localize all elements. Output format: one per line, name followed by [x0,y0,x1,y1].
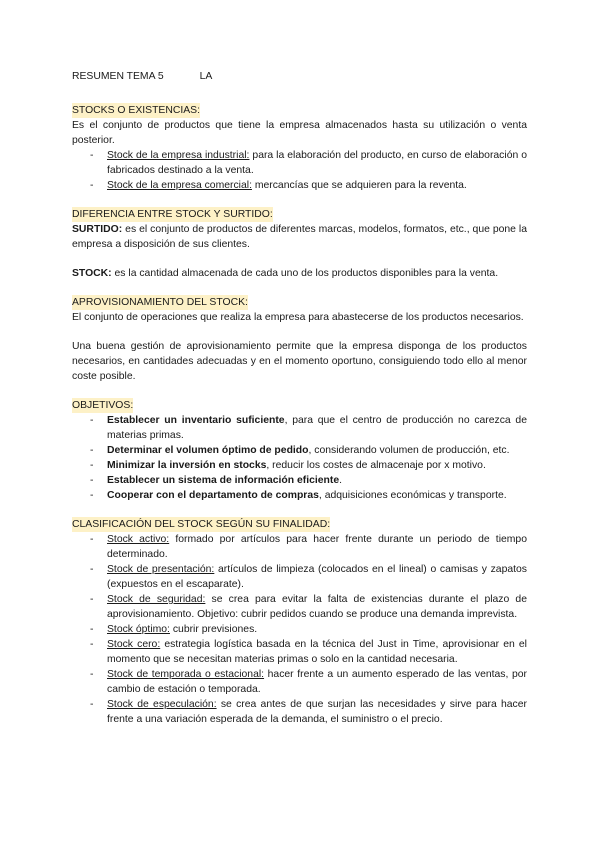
item-term: Stock cero: [107,639,161,650]
surtido-term: SURTIDO: [72,224,123,235]
dash-bullet: - [90,415,94,426]
list-item [72,697,527,727]
stocks-intro: Es el conjunto de productos que tiene la empresa almacenados hasta su utilización o venta posterior. [72,120,527,146]
item-term: Stock activo: [107,534,170,545]
item-text: , considerando volumen de producción, etc. [308,445,510,456]
dash-bullet: - [90,150,94,161]
surtido-text: es el conjunto de productos de diferentes marcas, modelos, formatos, etc., que pone la empresa a disposición de sus clientes. [72,224,527,250]
list-item [72,443,527,458]
item-text: , adquisiciones económicas y transporte. [318,490,507,501]
section-heading-aprovisionamiento: APROVISIONAMIENTO DEL STOCK: [72,297,248,308]
clasificacion-list [72,532,527,727]
aprovisionamiento-p1: El conjunto de operaciones que realiza la empresa para abastecerse de los productos necesarios. [72,312,524,323]
dash-bullet: - [90,564,94,575]
item-text: formado por artículos para hacer frente durante un periodo de tiempo determinado. [107,534,527,560]
section-heading-diferencia: DIFERENCIA ENTRE STOCK Y SURTIDO: [72,209,273,220]
section-heading-stocks: STOCKS O EXISTENCIAS: [72,105,200,116]
list-item [72,473,527,488]
dash-bullet: - [90,699,94,710]
item-text: mercancías que se adquieren para la reventa. [251,180,467,191]
dash-bullet: - [90,460,94,471]
item-term: Stock de seguridad: [107,594,206,605]
dash-bullet: - [90,445,94,456]
item-text: se crea para evitar la falta de existencias durante el plazo de aprovisionamiento. Objetivo: cubrir pedidos cuando se produce una demanda imprevista. [107,594,527,620]
item-text: artículos de limpieza (colocados en el lineal) o camisas y zapatos (expuestos en el escaparate). [107,564,527,590]
item-term: Stock de especulación: [107,699,217,710]
item-text: para la elaboración del producto, en curso de elaboración o fabricados destinado a la venta. [107,150,527,176]
item-bold: Determinar el volumen óptimo de pedido [107,445,309,456]
objetivos-list [72,413,527,503]
list-item [72,488,527,503]
dash-bullet: - [90,534,94,545]
stock-text: es la cantidad almacenada de cada uno de los productos disponibles para la venta. [111,268,499,279]
list-item [72,622,527,637]
stocks-list [72,148,527,193]
section-objetivos [72,398,527,503]
stock-paragraph [72,266,527,281]
item-text: estrategia logística basada en la técnica del Just in Time, aprovisionar en el momento que se necesitan materias primas o solo en la cantidad necesaria. [107,639,527,665]
section-heading-clasificacion: CLASIFICACIÓN DEL STOCK SEGÚN SU FINALIDAD: [72,519,331,530]
list-item [72,562,527,592]
section-clasificacion [72,517,527,727]
item-text: . [339,475,343,486]
list-item [72,637,527,667]
section-diferencia [72,207,527,281]
item-bold: Cooperar con el departamento de compras [107,490,319,501]
item-bold: Minimizar la inversión en stocks [107,460,267,471]
item-text: , para que el centro de producción no carezca de materias primas. [107,415,527,441]
item-term: Stock de presentación: [107,564,215,575]
dash-bullet: - [90,180,94,191]
dash-bullet: - [90,639,94,650]
document-title [72,69,527,84]
section-stocks [72,103,527,193]
section-aprovisionamiento [72,295,527,384]
item-term: Stock de temporada o estacional: [107,669,265,680]
list-item [72,667,527,697]
item-text: hacer frente a un aumento esperado de las ventas, por cambio de estación o temporada. [107,669,527,695]
list-item [72,178,527,193]
item-text: , reducir los costes de almacenaje por x motivo. [266,460,486,471]
item-bold: Establecer un inventario suficiente [107,415,285,426]
surtido-paragraph [72,222,527,252]
list-item [72,458,527,473]
item-bold: Establecer un sistema de información eficiente [107,475,340,486]
aprovisionamiento-p2: Una buena gestión de aprovisionamiento permite que la empresa disponga de los productos necesarios, en cantidades adecuadas y en el momento oportuno, consiguiendo todo ello al menor coste posible. [72,341,527,382]
item-term: Stock óptimo: [107,624,170,635]
item-text: cubrir previsiones. [169,624,258,635]
title-right: LA [199,71,213,82]
dash-bullet: - [90,624,94,635]
item-term: Stock de la empresa industrial: [107,150,250,161]
list-item [72,148,527,178]
list-item [72,413,527,443]
title-left: RESUMEN TEMA 5 [72,71,164,82]
dash-bullet: - [90,490,94,501]
dash-bullet: - [90,594,94,605]
list-item [72,592,527,622]
item-text: se crea antes de que surjan las necesidades y sirve para hacer frente a una variación esperada de la demanda, el suministro o el precio. [107,699,527,725]
dash-bullet: - [90,669,94,680]
list-item [72,532,527,562]
dash-bullet: - [90,475,94,486]
stock-term: STOCK: [72,268,112,279]
section-heading-objetivos: OBJETIVOS: [72,400,134,411]
item-term: Stock de la empresa comercial: [107,180,252,191]
